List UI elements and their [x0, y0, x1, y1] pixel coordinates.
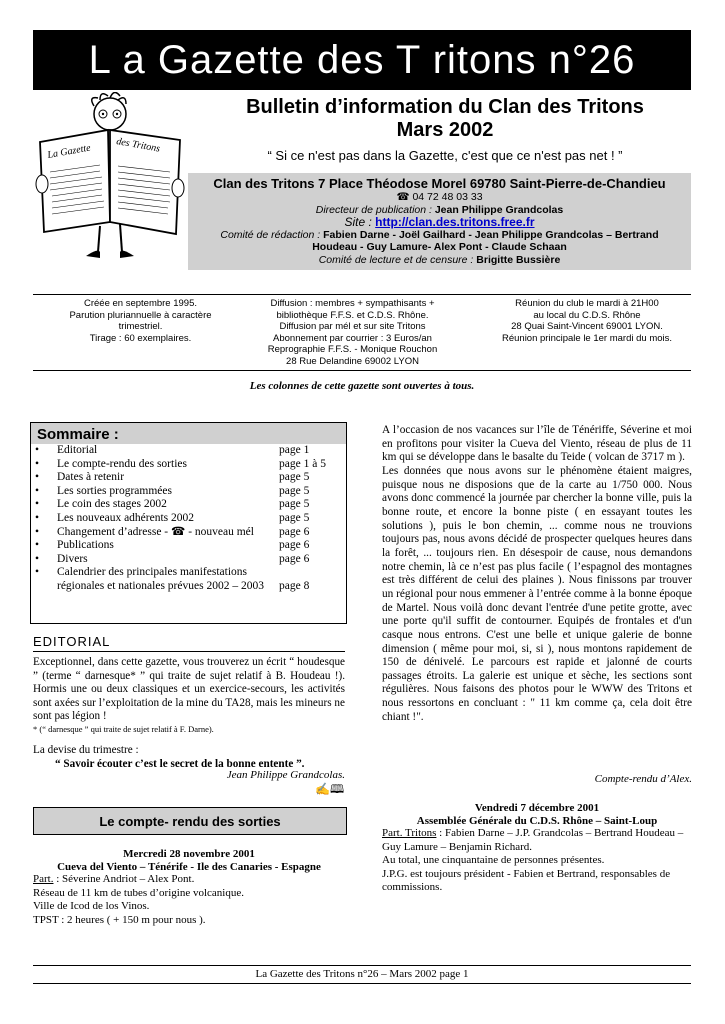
- bullet-icon: •: [35, 457, 40, 470]
- toc-item-page: page 5: [279, 484, 310, 497]
- report-author: Compte-rendu d’Alex.: [594, 773, 692, 785]
- compte-rendu-heading: [33, 807, 347, 835]
- editorial-text: Exceptionnel, dans cette gazette, vous trouverez un écrit “ houdesque ” (terme “ darnesque* ” qui traite de sujet relatif à B. Houdeau !). Hormis une ou deux classiques et un exercice-secours, les activités sont axées sur l’exploitation de la mine du TA28, mais les mineurs ne sont pas légion !: [33, 656, 345, 722]
- diffusion-line: Abonnement par courrier : 3 Euros/an: [273, 332, 432, 344]
- meeting-line: J.P.G. est toujours président - Fabien et Bertrand, responsables de commissions.: [382, 867, 671, 894]
- director-label: Directeur de publication :: [315, 203, 432, 216]
- toc-item-page: page 1 à 5: [279, 457, 326, 470]
- gazette-title: L a Gazette des T ritons n°26: [88, 37, 636, 82]
- toc-item-page: page 6: [279, 525, 310, 538]
- meeting-line: Réunion du club le mardi à 21H00: [515, 298, 659, 309]
- toc-item-label: Le coin des stages 2002: [57, 498, 167, 511]
- paper-text-left: La Gazette: [46, 142, 92, 161]
- toc-item-label: Changement d’adresse - ☎ - nouveau mél: [57, 525, 254, 538]
- club-phone: ☎ 04 72 48 03 33: [396, 191, 483, 203]
- toc-item-page: page 8: [279, 579, 310, 592]
- meeting-line: 28 Quai Saint-Vincent 69001 LYON.: [511, 321, 663, 332]
- toc-item-label: Dates à retenir: [57, 471, 125, 484]
- motto: “ Si ce n'est pas dans la Gazette, c'est que ce n'est pas net ! ”: [267, 148, 623, 163]
- diffusion-line: 28 Rue Delandine 69002 LYON: [286, 355, 419, 367]
- committee-label: Comité de rédaction :: [220, 228, 321, 241]
- toc-item-label: Editorial: [57, 444, 98, 456]
- outing-report: [382, 424, 692, 724]
- bullet-icon: •: [35, 566, 40, 579]
- editorial-footnote: * (“ darnesque ” qui traite de sujet relatif à F. Darne).: [33, 723, 214, 734]
- reading-label: Comité de lecture et de censure :: [318, 253, 474, 266]
- outing-line: Ville de Icod de los Vinos.: [33, 900, 150, 913]
- meeting-header: [382, 802, 692, 828]
- outing-line: TPST : 2 heures ( + 150 m pour nous ).: [33, 913, 206, 926]
- open-columns-note: Les colonnes de cette gazette sont ouvertes à tous.: [249, 380, 475, 392]
- toc-item-label: Publications: [57, 539, 114, 552]
- toc-item: [35, 485, 342, 499]
- toc-item: [35, 471, 342, 485]
- compte-rendu-title: Le compte- rendu des sorties: [99, 813, 281, 829]
- pen-book-icon: ✍🕮: [315, 782, 345, 796]
- divider: [33, 965, 691, 966]
- outing-date: Mercredi 28 novembre 2001: [123, 848, 255, 860]
- publication-line: trimestriel.: [118, 321, 163, 332]
- diffusion-info: [250, 298, 455, 367]
- meeting-line: Réunion principale le 1er mardi du mois.: [501, 332, 673, 344]
- toc-item-page: page 1: [279, 444, 310, 456]
- publication-line: Créée en septembre 1995.: [83, 298, 198, 309]
- bullet-icon: •: [35, 539, 40, 552]
- bullet-icon: •: [35, 498, 40, 511]
- devise-label: La devise du trimestre :: [33, 744, 139, 756]
- club-info-box: [188, 173, 691, 270]
- bullet-icon: •: [35, 552, 40, 565]
- devise-quote: “ Savoir écouter c’est le secret de la bonne entente ”.: [55, 757, 305, 770]
- editorial-body: [33, 656, 345, 734]
- editorial-heading: EDITORIAL: [33, 634, 111, 649]
- divider: [33, 651, 345, 652]
- committee-line-2: Houdeau - Guy Lamure- Alex Pont - Claude Schaan: [312, 241, 567, 253]
- meeting-line: au local du C.D.S. Rhône: [533, 309, 641, 321]
- table-of-contents: [30, 422, 347, 624]
- toc-item-label: Les sorties programmées: [57, 484, 172, 497]
- divider: [33, 294, 691, 295]
- committee-line-1: Fabien Darne - Joël Gailhard - Jean Philippe Grandcolas – Bertrand: [323, 228, 659, 241]
- toc-item: [35, 458, 342, 472]
- bullet-icon: •: [35, 444, 40, 456]
- toc-list: [31, 444, 346, 594]
- meeting-line: Au total, une cinquantaine de personnes présentes.: [382, 854, 605, 867]
- outing-header: [33, 848, 345, 874]
- publication-line: Parution pluriannuelle à caractère: [69, 309, 212, 321]
- diffusion-line: Reprographie F.F.S. - Monique Rouchon: [267, 344, 438, 355]
- participants-label: Part.: [33, 873, 54, 885]
- toc-item-label: Le compte-rendu des sorties: [57, 457, 187, 470]
- bulletin-subtitle: [200, 96, 690, 142]
- diffusion-line: Diffusion : membres + sympathisants +: [270, 298, 435, 309]
- toc-item: [35, 539, 342, 553]
- publication-info: [38, 298, 243, 344]
- publication-line: Tirage : 60 exemplaires.: [89, 332, 192, 344]
- toc-item: [35, 498, 342, 512]
- reading-name: Brigitte Bussière: [476, 253, 561, 266]
- bullet-icon: •: [35, 471, 40, 484]
- meeting-title: Assemblée Générale du C.D.S. Rhône – Saint-Loup: [416, 815, 658, 827]
- participants: : Séverine Andriot – Alex Pont.: [53, 873, 195, 885]
- subtitle-line-2: Mars 2002: [396, 119, 494, 141]
- toc-item-page: page 5: [279, 471, 310, 484]
- page-footer: La Gazette des Tritons n°26 – Mars 2002 page 1: [255, 968, 469, 980]
- meeting-details: [382, 827, 692, 895]
- report-paragraph: Les données que nous avons sur le phénomène étaient maigres, puisque nous ne disposions que de la carte au 1/750 000. Nous avons donc commencé la journée par chercher la bonne ville, puis la bonne route, et encore la bonne piste ( en essayant toutes les solutions ), puis le bon chemin, ... comme nous ne trouvions toujours pas, nous avons décidé de prospecter quelques heures dans la forêt, ... toujours rien. En désespoir de cause, nous demandons notre chemin, là ce n’est pas plus facile ( l’espagnol des montagnes est très différent de celui des plaines ). Nous finissons par trouver un régional pour nous emmener à l’entrée comme à la bonne époque de Martel. Nous voilà donc devant l'entrée d'une petite grotte, avec une porte qu'il suffit de contourner. Equipés de frontales et d'un casque nous entrons. C'est une belle et unique galerie de bonne dimension ( même pour moi, si, si ), nous montons rapidement de 150 de dénivelé. Le parcours est rapide et jalonné de courts passages étroits. La galerie est unique et sèche, les sections sont régulières. Nous faisons des photos pour le WWW des Tritons et nous ressortons en concluant : " 11 km comme ça, cela doit être chiant !".: [382, 464, 692, 723]
- toc-item-page: page 5: [279, 498, 310, 511]
- site-label: Site :: [344, 215, 372, 229]
- paper-text-right: des Tritons: [115, 136, 161, 155]
- toc-item: [35, 526, 342, 540]
- outing-place: Cueva del Viento – Ténérife - Ile des Canaries - Espagne: [57, 861, 321, 873]
- editorial-signature: Jean Philippe Grandcolas.: [226, 769, 345, 781]
- toc-item: [35, 512, 342, 526]
- toc-item: [35, 553, 342, 567]
- toc-item-page: page 5: [279, 511, 310, 524]
- toc-item: [35, 444, 342, 458]
- bullet-icon: •: [35, 511, 40, 524]
- outing-line: Réseau de 11 km de tubes d’origine volcanique.: [33, 886, 244, 899]
- toc-item-label: Calendrier des principales manifestations régionales et nationales prévues 2002 – 2003: [57, 566, 264, 592]
- subtitle-line-1: Bulletin d’information du Clan des Tritons: [246, 96, 644, 118]
- club-address: Clan des Tritons 7 Place Théodose Morel 69780 Saint-Pierre-de-Chandieu: [213, 176, 666, 191]
- meeting-date: Vendredi 7 décembre 2001: [474, 802, 600, 814]
- report-paragraph: A l’occasion de nos vacances sur l’île de Ténériffe, Séverine et moi en profitons pour visiter la Cueva del Viento, réseau de plus de 11 km qui se développe dans le basalte du Teide ( volcan de 3717 m ).: [382, 424, 692, 464]
- toc-item-page: page 6: [279, 552, 310, 565]
- divider: [33, 370, 691, 371]
- toc-item: [35, 566, 342, 593]
- meeting-info: [487, 298, 687, 344]
- director-name: Jean Philippe Grandcolas: [434, 203, 564, 216]
- gazette-banner: [33, 30, 691, 90]
- bullet-icon: •: [35, 484, 40, 497]
- site-link[interactable]: http://clan.des.tritons.free.fr: [375, 215, 535, 229]
- toc-item-page: page 6: [279, 539, 310, 552]
- toc-item-label: Les nouveaux adhérents 2002: [57, 511, 195, 524]
- meeting-participants-label: Part. Tritons: [382, 827, 437, 839]
- devise: [33, 744, 345, 771]
- diffusion-line: bibliothèque F.F.S. et C.D.S. Rhône.: [276, 309, 429, 321]
- newspaper-reader-illustration: [30, 92, 190, 262]
- divider: [33, 983, 691, 984]
- meeting-participants: : Fabien Darne – J.P. Grandcolas – Bertrand Houdeau – Guy Lamure – Benjamin Richard.: [382, 827, 684, 853]
- toc-title: Sommaire :: [31, 423, 346, 444]
- toc-item-label: Divers: [57, 552, 88, 565]
- bullet-icon: •: [35, 525, 40, 538]
- outing-details: [33, 873, 345, 927]
- diffusion-line: Diffusion par mél et sur site Tritons: [279, 321, 426, 332]
